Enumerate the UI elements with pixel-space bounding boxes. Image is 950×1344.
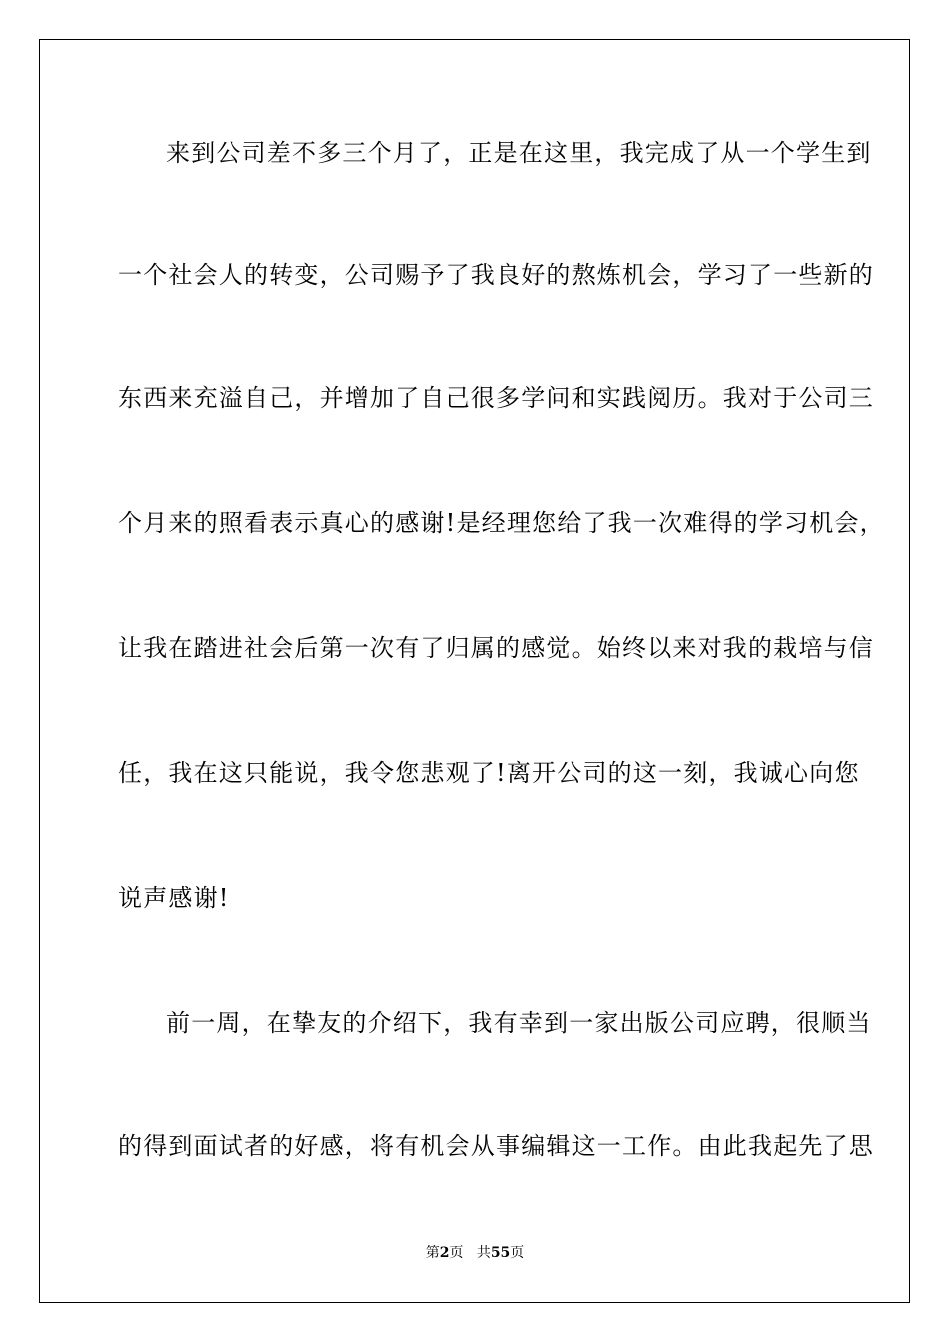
- page-suffix: 页: [449, 1245, 464, 1261]
- total-prefix: 共: [476, 1245, 491, 1261]
- paragraph-1-line-5: 让我在踏进社会后第一次有了归属的感觉。始终以来对我的栽培与信: [118, 634, 874, 662]
- page-number: 2: [439, 1245, 450, 1261]
- page-frame: [39, 39, 910, 1303]
- paragraph-1-line-2: 一个社会人的转变，公司赐予了我良好的熬炼机会，学习了一些新的: [118, 261, 874, 289]
- paragraph-2-line-2: 的得到面试者的好感，将有机会从事编辑这一工作。由此我起先了思: [118, 1132, 874, 1160]
- total-suffix: 页: [510, 1245, 525, 1261]
- paragraph-2-line-1: 前一周，在挚友的介绍下，我有幸到一家出版公司应聘，很顺当: [166, 1009, 872, 1037]
- paragraph-1-line-6: 任，我在这只能说，我令您悲观了!离开公司的这一刻，我诚心向您: [118, 759, 860, 787]
- paragraph-1-line-1: 来到公司差不多三个月了，正是在这里，我完成了从一个学生到: [166, 139, 872, 167]
- page-footer: [0, 1244, 950, 1262]
- page-prefix: 第: [425, 1245, 440, 1261]
- paragraph-1-line-4: 个月来的照看表示真心的感谢!是经理您给了我一次难得的学习机会，: [118, 509, 885, 537]
- paragraph-1-line-3: 东西来充溢自己，并增加了自己很多学问和实践阅历。我对于公司三: [118, 384, 874, 412]
- total-pages: 55: [490, 1245, 511, 1261]
- paragraph-1-line-7: 说声感谢!: [118, 884, 230, 912]
